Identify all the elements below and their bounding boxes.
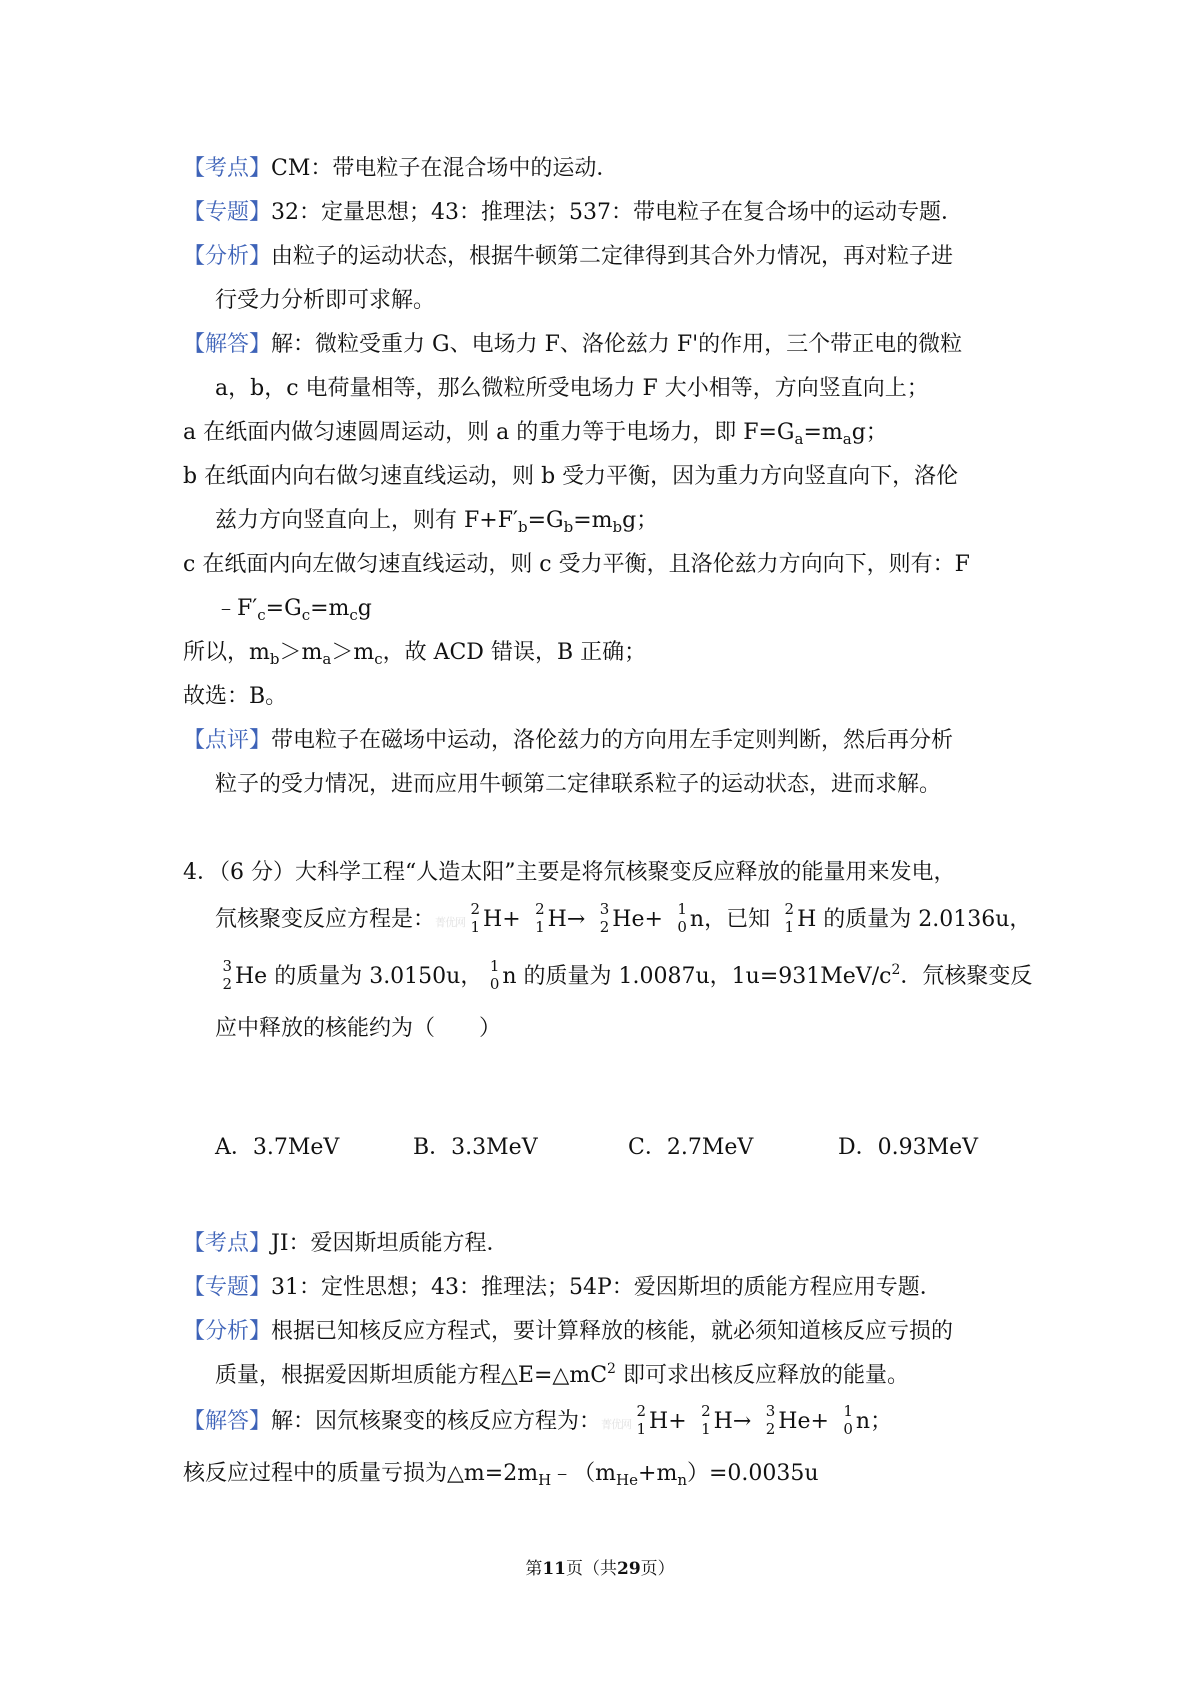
q3-zhuanti: 【专题】32：定量思想；43：推理法；537：带电粒子在复合场中的运动专题． — [183, 200, 963, 225]
kaodian-tag: 【考点】 — [183, 1231, 272, 1256]
q3-jieda: 【解答】解：微粒受重力 G、电场力 F、洛伦兹力 F'的作用，三个带正电的微粒 — [183, 332, 963, 357]
page-number: 11 — [542, 1559, 566, 1579]
q3-kaodian: 【考点】CM：带电粒子在混合场中的运动． — [183, 156, 619, 181]
jieda-tag: 【解答】 — [183, 1409, 272, 1434]
q4-option-b: B．3.3MeV — [413, 1135, 538, 1160]
q3-c-analysis-cont: $﹣F'_c=G_c=m_cg$ — [215, 596, 372, 624]
fenxi-tag: 【分析】 — [183, 1319, 272, 1344]
q3-conclusion: 所以，$m_b>m_a>m_c$，故 ACD 错误，B 正确； — [183, 640, 647, 668]
q3-answer: 故选：B。 — [183, 684, 288, 709]
q4-fenxi: 【分析】根据已知核反应方程式，要计算释放的核能，就必须知道核反应亏损的 — [183, 1319, 954, 1344]
dianping-tag: 【点评】 — [183, 728, 272, 753]
q3-a-analysis: a 在纸面内做匀速圆周运动，则 a 的重力等于电场力，即 $F=G_a=m_ag$； — [183, 420, 888, 448]
jieda-tag: 【解答】 — [183, 332, 272, 357]
q3-dianping-cont: 粒子的受力情况，进而应用牛顿第二定律联系粒子的运动状态，进而求解。 — [215, 772, 942, 797]
q3-fenxi-cont: 行受力分析即可求解。 — [215, 288, 436, 313]
q4-fenxi-cont: 质量，根据爱因斯坦质能方程$\triangle E=\triangle mC^2$ 即可求出核反应释放的能量。 — [215, 1361, 909, 1388]
q4-stem: 4．（6 分）大科学工程“人造太阳”主要是将氘核聚变反应释放的能量用来发电， — [183, 860, 956, 885]
q3-fenxi: 【分析】由粒子的运动状态，根据牛顿第二定律得到其合外力情况，再对粒子进 — [183, 244, 954, 269]
q4-option-d: D．0.93MeV — [838, 1135, 979, 1160]
q3-c-analysis: c 在纸面内向左做匀速直线运动，则 c 受力平衡，且洛伦兹力方向向下，则有：F — [183, 552, 970, 577]
q3-dianping: 【点评】带电粒子在磁场中运动，洛伦兹力的方向用左手定则判断，然后再分析 — [183, 728, 954, 753]
page-footer: 第11页（共29页） — [525, 1559, 675, 1579]
q4-stem-question: 应中释放的核能约为（ ） — [215, 1016, 502, 1041]
q4-option-a: A．3.7MeV — [215, 1135, 340, 1160]
fenxi-tag: 【分析】 — [183, 244, 272, 269]
q4-jieda: 【解答】解：因氘核聚变的核反应方程为：菁优网 2 1 H+ 2 1 H→ 3 2 He+ 1 0 n； — [183, 1402, 893, 1438]
zhuanti-tag: 【专题】 — [183, 1275, 272, 1300]
q4-stem-masses: 3 2 He 的质量为 3.0150u， 1 0 n 的质量为 1.0087u，$1u=931MeV/c^2$．氘核聚变反 — [222, 957, 1033, 993]
q3-b-analysis: b 在纸面内向右做匀速直线运动，则 b 受力平衡，因为重力方向竖直向下，洛伦 — [183, 464, 959, 489]
q3-jieda-cont: a，b，c 电荷量相等，那么微粒所受电场力 F 大小相等，方向竖直向上； — [215, 376, 929, 401]
q4-zhuanti: 【专题】31：定性思想；43：推理法；54P：爱因斯坦的质能方程应用专题． — [183, 1275, 942, 1300]
zhuanti-tag: 【专题】 — [183, 200, 272, 225]
q4-option-c: C．2.7MeV — [628, 1135, 754, 1160]
total-pages: 29 — [617, 1559, 641, 1579]
q4-mass-defect: 核反应过程中的质量亏损为$\triangle m=2m_H﹣(m_{He}+m_n)=0.0035u$ — [183, 1461, 819, 1489]
q4-kaodian: 【考点】JI：爱因斯坦质能方程． — [183, 1231, 509, 1256]
q3-b-analysis-cont: 兹力方向竖直向上，则有 $F+F'_b=G_b=m_bg$； — [215, 508, 659, 536]
kaodian-tag: 【考点】 — [183, 156, 272, 181]
q4-stem-equation: 氘核聚变反应方程是：菁优网 2 1 H+ 2 1 H→ 3 2 He+ 1 0 n，已知 2 1 H 的质量为 2.0136u， — [215, 900, 1032, 936]
